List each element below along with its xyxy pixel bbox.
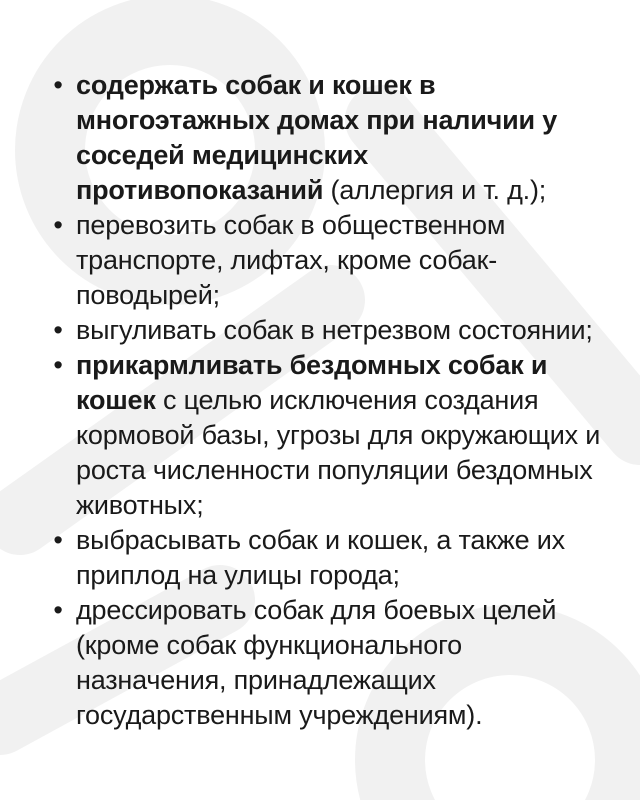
list-item	[52, 523, 612, 593]
bullet-icon: •	[53, 315, 63, 345]
list-item-bold: прикармливать бездомных собак и кошек	[76, 350, 548, 415]
list-item	[52, 593, 612, 733]
list-item-bold: содержать собак и кошек в многоэтажных домах при наличии у соседей медицинских противопоказаний	[76, 70, 558, 205]
list-item-text: (аллергия и т. д.);	[323, 175, 547, 205]
bullet-icon: •	[53, 210, 63, 240]
bullet-icon: •	[53, 70, 63, 100]
prohibitions-list	[52, 68, 612, 733]
list-item-text: дрессировать собак для боевых целей (кроме собак функционального назначения, принадлежащих государственным учреждениям).	[76, 595, 557, 730]
list-item-text: выбрасывать собак и кошек, а также их приплод на улицы города;	[76, 525, 565, 590]
list-item	[52, 313, 612, 348]
rules-content	[52, 68, 612, 733]
list-item	[52, 348, 612, 523]
bullet-icon: •	[53, 525, 63, 555]
bullet-icon: •	[53, 595, 63, 625]
list-item	[52, 68, 612, 208]
list-item	[52, 208, 612, 313]
bullet-icon: •	[53, 350, 63, 380]
list-item-text: выгуливать собак в нетрезвом состоянии;	[76, 315, 593, 345]
list-item-text: с целью исключения создания кормовой базы, угрозы для окружающих и роста численности популяции бездомных животных;	[76, 385, 601, 520]
list-item-text: перевозить собак в общественном транспорте, лифтах, кроме собак-поводырей;	[76, 210, 506, 310]
